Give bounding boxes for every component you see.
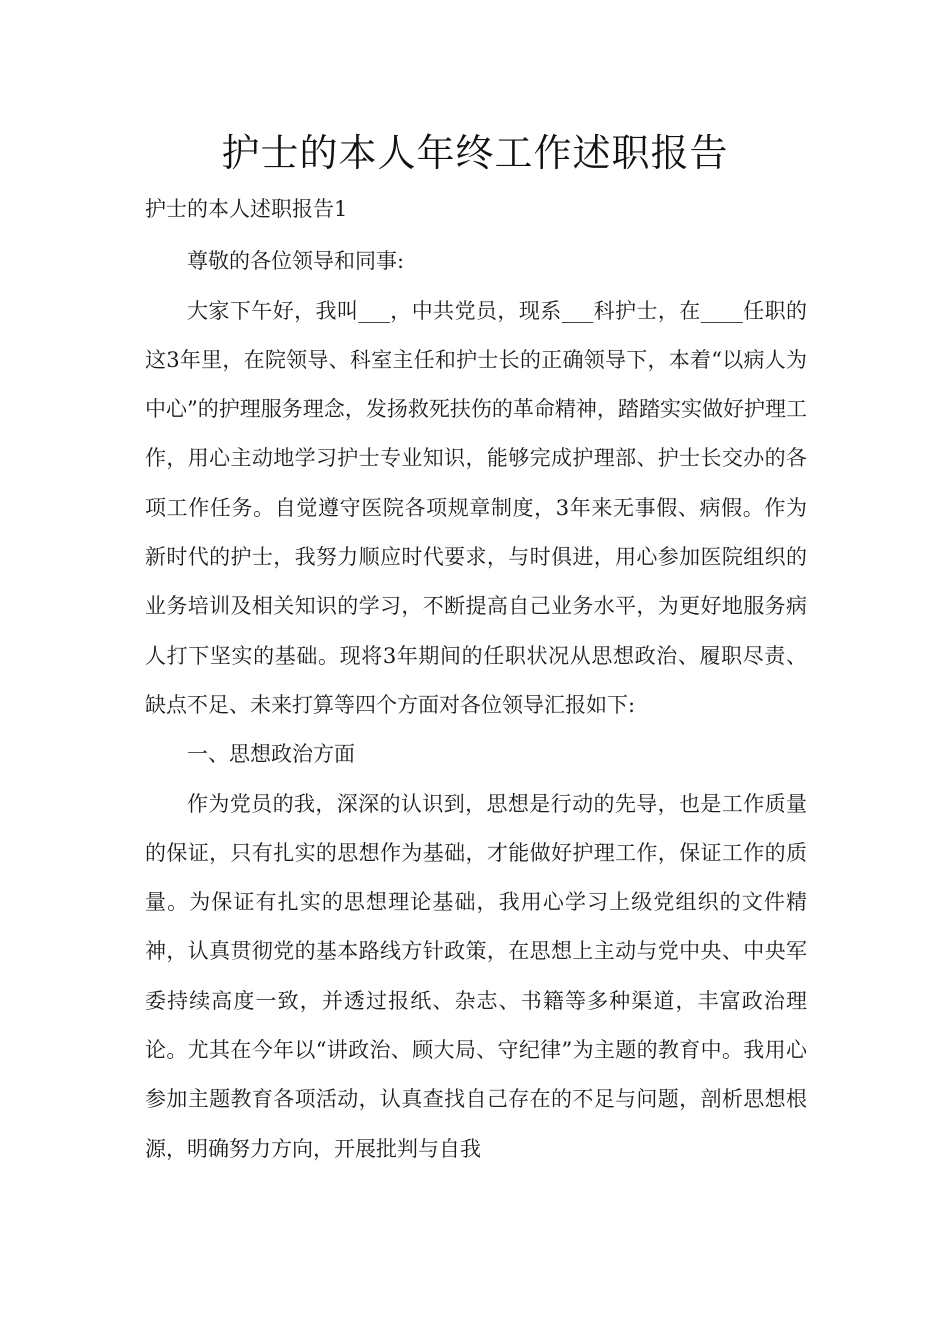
document-subtitle: 护士的本人述职报告1 <box>145 197 348 221</box>
section-heading: 一、思想政治方面 <box>187 742 355 767</box>
section-paragraph: 作为党员的我，深深的认识到，思想是行动的先导，也是工作质量的保证，只有扎实的思想作为基础，才能做好护理工作，保证工作的质量。为保证有扎实的思想理论基础，我用心学习上级党组织的文件精神，认真贯彻党的基本路线方针政策，在思想上主动与党中央、中央军委持续高度一致，并透过报纸、杂志、书籍等多种渠道，丰富政治理论。尤其在今年以“讲政治、顾大局、守纪律”为主题的教育中。我用心参加主题教育各项活动，认真查找自己存在的不足与问题，剖析思想根源，明确努力方向，开展批判与自我 <box>145 791 807 1161</box>
document-body <box>145 185 807 1174</box>
document-title: 护士的本人年终工作述职报告 <box>221 131 729 175</box>
greeting-paragraph: 尊敬的各位领导和同事: <box>187 249 405 274</box>
intro-paragraph: 大家下午好，我叫___，中共党员，现系___科护士，在____任职的这3年里，在院领导、科室主任和护士长的正确领导下，本着“以病人为中心”的护理服务理念，发扬救死扶伤的革命精神，踏踏实实做好护理工作，用心主动地学习护士专业知识，能够完成护理部、护士长交办的各项工作任务。自觉遵守医院各项规章制度，3年来无事假、病假。作为新时代的护士，我努力顺应时代要求，与时俱进，用心参加医院组织的业务培训及相关知识的学习，不断提高自己业务水平，为更好地服务病人打下坚实的基础。现将3年期间的任职状况从思想政治、履职尽责、缺点不足、未来打算等四个方面对各位领导汇报如下: <box>145 298 807 717</box>
